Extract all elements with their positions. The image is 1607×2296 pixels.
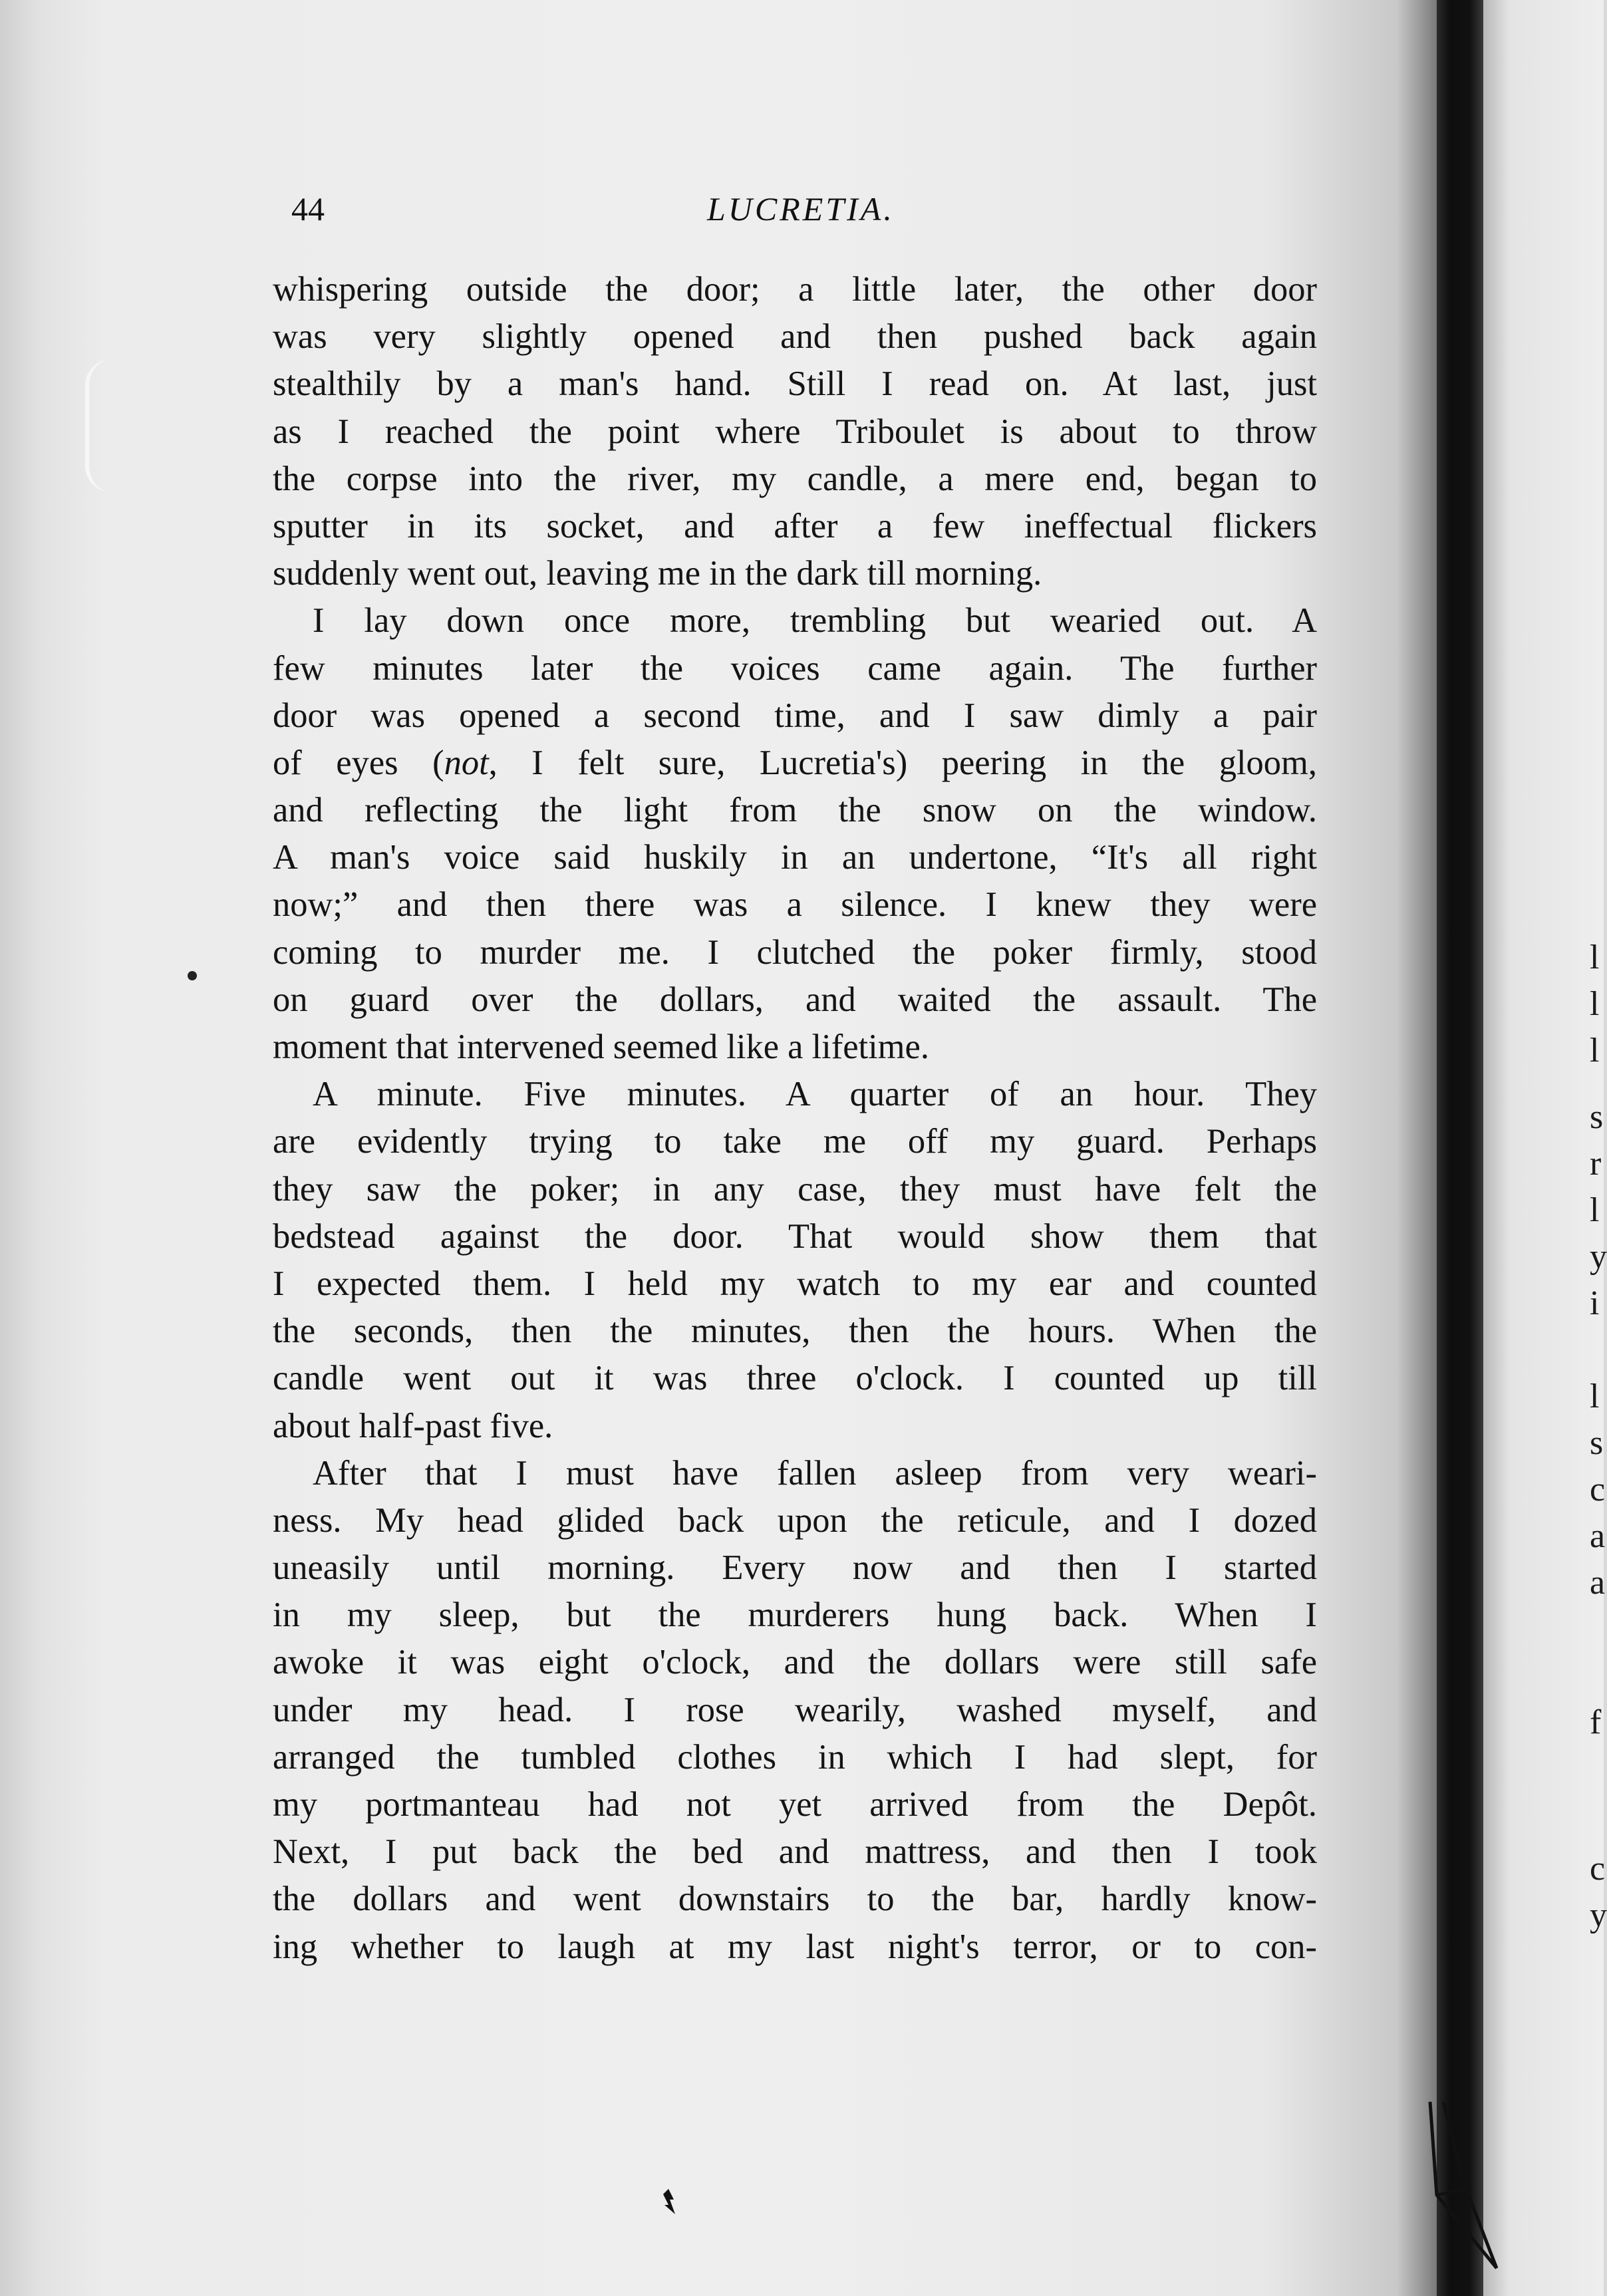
text-line: stealthily by a man's hand. Still I read on. At last, just <box>273 364 1317 404</box>
text-line: arranged the tumbled clothes in which I had slept, for <box>273 1737 1317 1777</box>
running-title: LUCRETIA. <box>707 190 895 227</box>
text-line: coming to murder me. I clutched the poker firmly, stood <box>273 933 1317 972</box>
facing-page-glyph: c <box>1590 1850 1606 1888</box>
text-line: door was opened a second time, and I saw dimly a pair <box>273 696 1317 735</box>
facing-page-glyph: a <box>1590 1517 1606 1555</box>
facing-page-glyph: s <box>1590 1424 1604 1462</box>
text-line: in my sleep, but the murderers hung back. When I <box>273 1596 1317 1635</box>
printer-mark-icon <box>655 2185 682 2225</box>
text-line: uneasily until morning. Every now and then I started <box>273 1548 1317 1588</box>
book-gutter <box>1437 0 1483 2296</box>
text-line: I expected them. I held my watch to my ear and counted <box>273 1264 1317 1303</box>
facing-page-glyph: c <box>1590 1471 1606 1508</box>
text-line: and reflecting the light from the snow on the window. <box>273 791 1317 830</box>
text-line: candle went out it was three o'clock. I counted up till <box>273 1359 1317 1398</box>
body-text <box>273 266 1317 1971</box>
text-line: of eyes (not, I felt sure, Lucretia's) peering in the gloom, <box>273 743 1317 782</box>
text-line: as I reached the point where Triboulet is about to throw <box>273 412 1317 451</box>
facing-page-glyph: l <box>1590 1191 1600 1229</box>
text-line: ness. My head glided back upon the reticule, and I dozed <box>273 1501 1317 1540</box>
text-line: was very slightly opened and then pushed back again <box>273 317 1317 357</box>
page-fold <box>1423 2102 1517 2275</box>
text-line: I lay down once more, trembling but wearied out. A <box>313 601 1317 641</box>
text-line: on guard over the dollars, and waited the assault. The <box>273 980 1317 1019</box>
text-line: Next, I put back the bed and mattress, and then I took <box>273 1832 1317 1872</box>
emphasis-word: not <box>444 743 489 782</box>
facing-page-glyph: y <box>1590 1896 1607 1934</box>
text-line: sputter in its socket, and after a few ineffectual flickers <box>273 506 1317 545</box>
text-line: After that I must have fallen asleep from very weari- <box>313 1453 1317 1493</box>
facing-page-glyph: r <box>1590 1145 1602 1183</box>
text-line: moment that intervened seemed like a lifetime. <box>273 1028 929 1066</box>
facing-page-glyph: l <box>1590 938 1600 976</box>
text-line: they saw the poker; in any case, they must have felt the <box>273 1169 1317 1209</box>
text-line: bedstead against the door. That would show them that <box>273 1217 1317 1256</box>
text-line: my portmanteau had not yet arrived from the Depôt. <box>273 1785 1317 1824</box>
facing-page-edge <box>1483 0 1604 2296</box>
text-line: A man's voice said huskily in an undertone, “It's all right <box>273 838 1317 877</box>
text-line: whispering outside the door; a little later, the other door <box>273 270 1317 309</box>
text-line: are evidently trying to take me off my guard. Perhaps <box>273 1122 1317 1161</box>
text-line: suddenly went out, leaving me in the dark till morning. <box>273 554 1042 593</box>
facing-page-glyph: y <box>1590 1238 1607 1276</box>
text-line: the dollars and went downstairs to the bar, hardly know- <box>273 1880 1317 1919</box>
running-head <box>291 190 1422 236</box>
facing-page-glyph: l <box>1590 1032 1600 1070</box>
text-line: under my head. I rose wearily, washed myself, and <box>273 1690 1317 1729</box>
text-line: the corpse into the river, my candle, a mere end, began to <box>273 459 1317 498</box>
text-line: A minute. Five minutes. A quarter of an hour. They <box>313 1075 1317 1114</box>
facing-page-glyph: a <box>1590 1564 1606 1602</box>
text-line: the seconds, then the minutes, then the hours. When the <box>273 1312 1317 1351</box>
ink-speck <box>188 971 197 980</box>
text-line: few minutes later the voices came again. The further <box>273 648 1317 688</box>
margin-mark <box>85 359 116 492</box>
facing-page-glyph: f <box>1590 1703 1602 1741</box>
facing-page-glyph: i <box>1590 1284 1600 1322</box>
facing-page-glyph: l <box>1590 985 1600 1023</box>
facing-page-glyph: l <box>1590 1377 1600 1415</box>
text-line: awoke it was eight o'clock, and the dollars were still safe <box>273 1643 1317 1682</box>
text-line: about half-past five. <box>273 1406 553 1445</box>
text-line: ing whether to laugh at my last night's terror, or to con- <box>273 1927 1317 1966</box>
text-line: now;” and then there was a silence. I knew they were <box>273 885 1317 925</box>
page-number: 44 <box>291 190 325 227</box>
facing-page-glyph: s <box>1590 1098 1604 1136</box>
